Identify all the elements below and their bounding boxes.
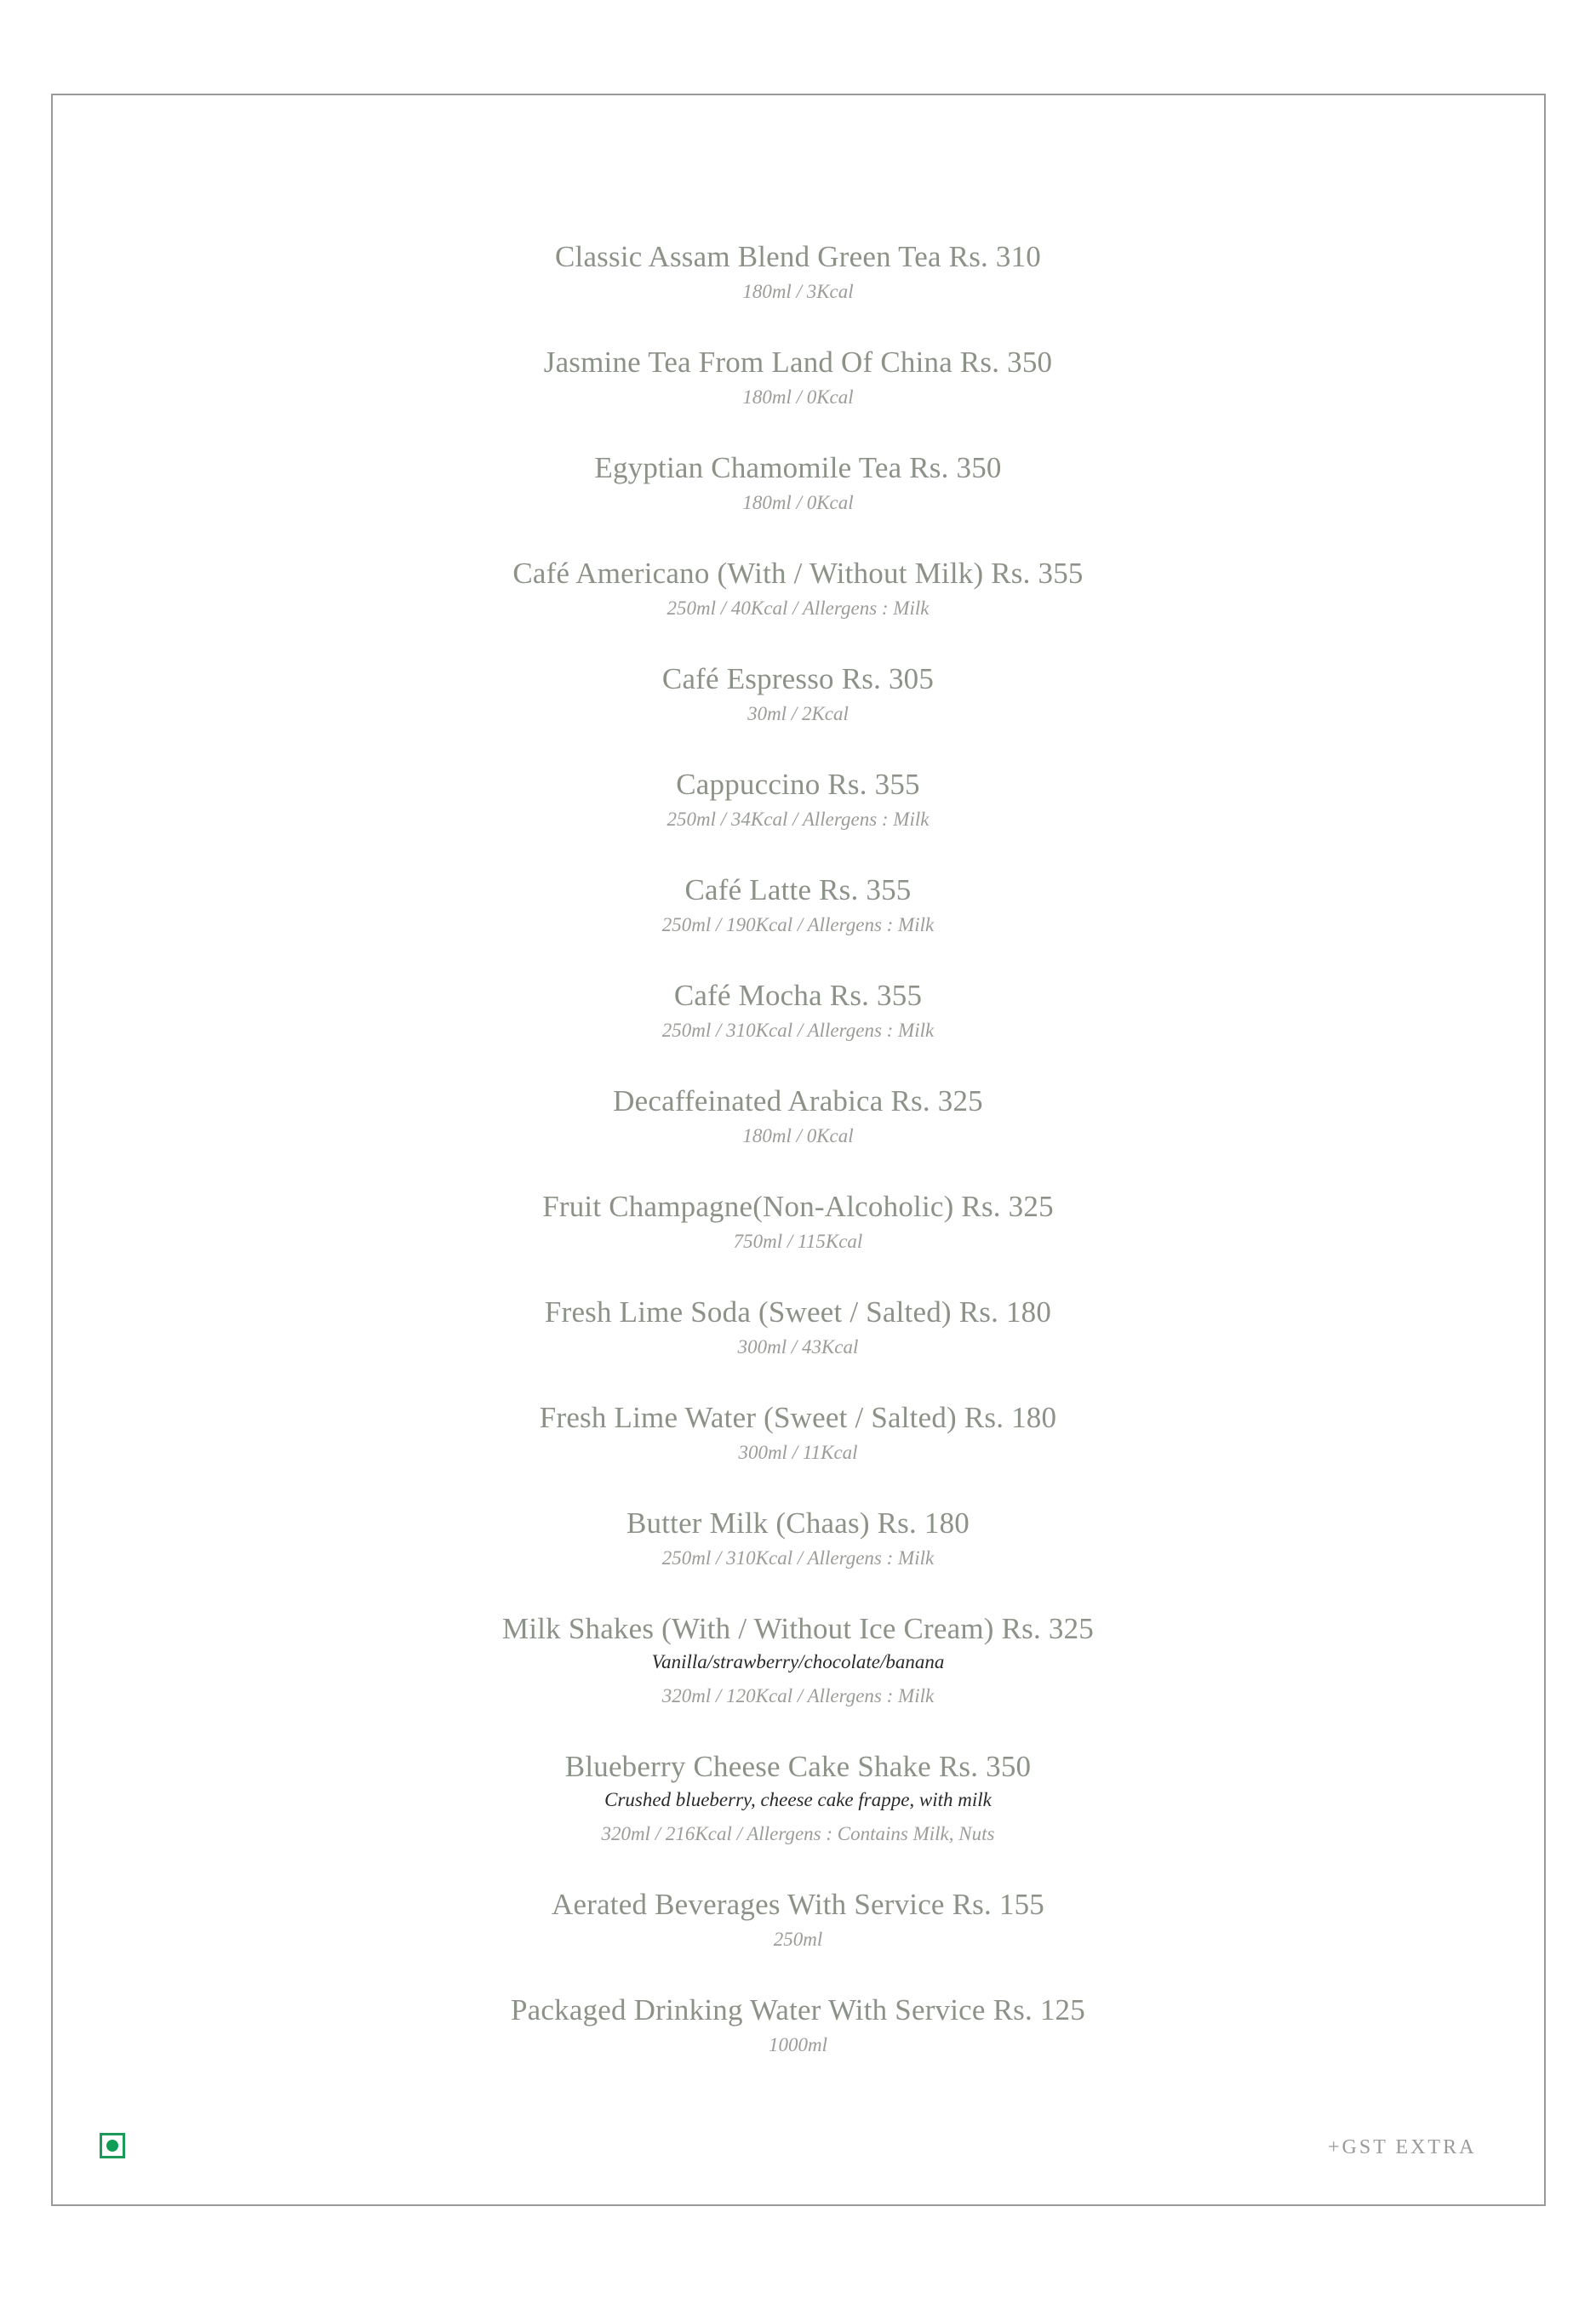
menu-item-nutrition: 250ml / 34Kcal / Allergens : Milk: [666, 809, 930, 830]
menu-item: [540, 1400, 1056, 1470]
menu-item: [511, 1992, 1085, 2062]
menu-item: [502, 1611, 1094, 1713]
menu-item-nutrition: 300ml / 43Kcal: [737, 1336, 859, 1358]
menu-item-title: Fruit Champagne(Non-Alcoholic) Rs. 325: [542, 1190, 1054, 1223]
menu-item-nutrition: 250ml / 310Kcal / Allergens : Milk: [661, 1547, 935, 1569]
menu-item-title: Jasmine Tea From Land Of China Rs. 350: [543, 346, 1053, 379]
menu-item-title: Café Latte Rs. 355: [684, 873, 912, 906]
veg-symbol-icon: [100, 2133, 125, 2158]
menu-item-title: Egyptian Chamomile Tea Rs. 350: [594, 451, 1002, 484]
menu-item-title: Fresh Lime Water (Sweet / Salted) Rs. 180: [539, 1401, 1057, 1434]
menu-item: [594, 450, 1001, 520]
menu-item-title: Packaged Drinking Water With Service Rs. 125: [511, 1993, 1085, 2026]
menu-item: [613, 1083, 983, 1153]
menu-item-nutrition: 250ml / 190Kcal / Allergens : Milk: [661, 914, 935, 935]
menu-item-nutrition: 750ml / 115Kcal: [733, 1231, 863, 1252]
menu-item: [662, 661, 934, 731]
menu-item: [565, 1749, 1031, 1851]
menu-item-nutrition: 320ml / 120Kcal / Allergens : Milk: [661, 1685, 935, 1706]
menu-item-nutrition: 180ml / 0Kcal: [742, 492, 854, 513]
beverage-menu-list: [0, 239, 1596, 2098]
menu-item: [555, 239, 1041, 309]
menu-item-nutrition: 300ml / 11Kcal: [738, 1442, 858, 1463]
gst-extra-note: +GST EXTRA: [1328, 2136, 1477, 2158]
menu-item-nutrition: 250ml / 310Kcal / Allergens : Milk: [661, 1020, 935, 1041]
menu-item-nutrition: 1000ml: [768, 2034, 827, 2055]
menu-item-title: Café Mocha Rs. 355: [673, 979, 923, 1012]
veg-dot: [106, 2140, 118, 2152]
menu-item: [544, 345, 1053, 414]
menu-item-nutrition: 180ml / 3Kcal: [742, 281, 854, 302]
menu-item-title: Classic Assam Blend Green Tea Rs. 310: [554, 240, 1042, 273]
menu-item: [662, 978, 934, 1048]
menu-item-description: Vanilla/strawberry/chocolate/banana: [651, 1651, 945, 1672]
menu-item: [626, 1506, 970, 1575]
menu-item-nutrition: 180ml / 0Kcal: [742, 1125, 854, 1146]
menu-item-nutrition: 30ml / 2Kcal: [747, 703, 849, 724]
menu-item-title: Aerated Beverages With Service Rs. 155: [552, 1888, 1044, 1921]
menu-item-nutrition: 320ml / 216Kcal / Allergens : Contains Milk, Nuts: [601, 1823, 995, 1844]
menu-item-title: Decaffeinated Arabica Rs. 325: [613, 1084, 983, 1118]
menu-item-title: Café Espresso Rs. 305: [661, 662, 935, 695]
menu-item-title: Cappuccino Rs. 355: [676, 768, 920, 801]
menu-item-nutrition: 250ml: [773, 1929, 823, 1950]
menu-item: [542, 1189, 1054, 1259]
menu-item-nutrition: 180ml / 0Kcal: [742, 386, 854, 408]
menu-item-title: Fresh Lime Soda (Sweet / Salted) Rs. 180: [544, 1295, 1052, 1329]
menu-item: [545, 1295, 1051, 1364]
menu-item: [552, 1887, 1044, 1957]
menu-item-title: Blueberry Cheese Cake Shake Rs. 350: [564, 1750, 1032, 1783]
menu-item-title: Butter Milk (Chaas) Rs. 180: [626, 1506, 970, 1540]
menu-item-description: Crushed blueberry, cheese cake frappe, with milk: [604, 1789, 992, 1810]
menu-item-title: Milk Shakes (With / Without Ice Cream) Rs. 325: [502, 1612, 1094, 1645]
menu-item-title: Café Americano (With / Without Milk) Rs. 355: [512, 557, 1084, 590]
menu-item: [512, 556, 1083, 626]
menu-item: [667, 767, 930, 837]
menu-item: [662, 872, 934, 942]
menu-item-nutrition: 250ml / 40Kcal / Allergens : Milk: [666, 597, 930, 619]
